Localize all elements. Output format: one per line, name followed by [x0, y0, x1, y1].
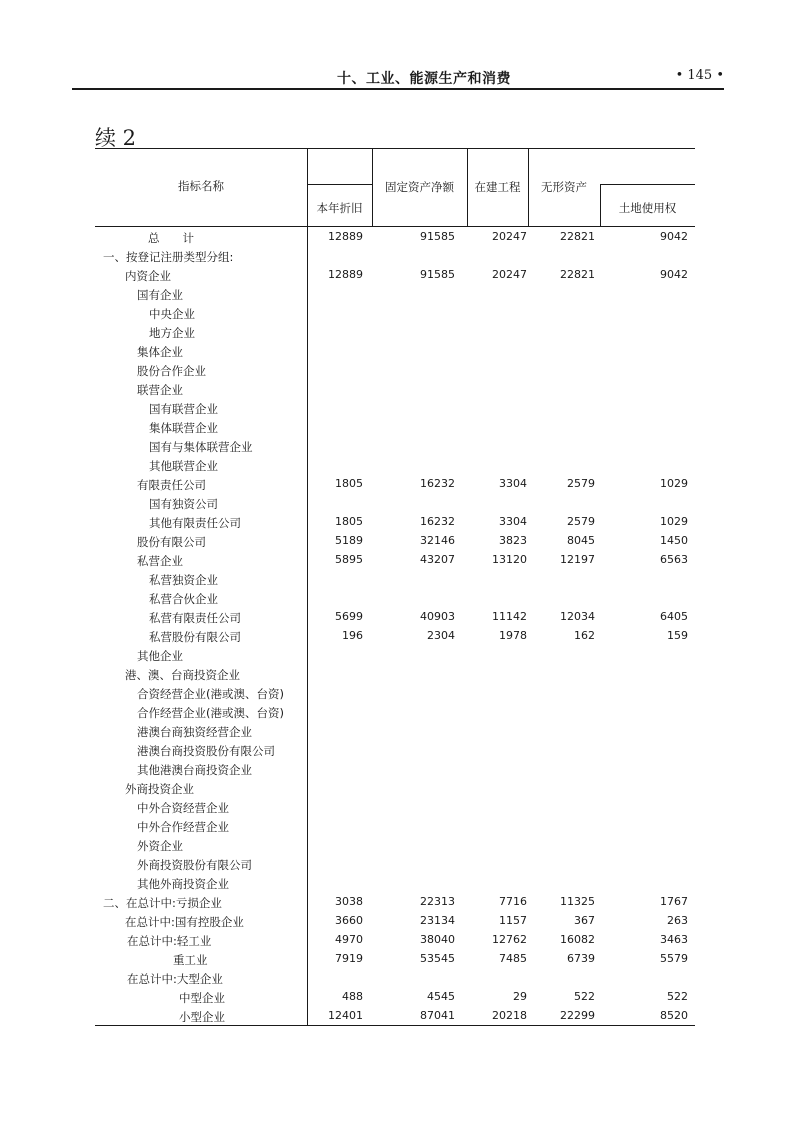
row-label: 私营有限责任公司	[149, 611, 241, 625]
table-row	[95, 627, 695, 646]
table-row	[95, 950, 695, 969]
table-row	[95, 931, 695, 950]
table-row	[95, 646, 695, 665]
value-construction: 7716	[499, 895, 527, 908]
table-row	[95, 418, 695, 437]
value-net-fixed-assets: 91585	[420, 268, 455, 281]
value-construction: 3304	[499, 477, 527, 490]
value-land-use: 3463	[660, 933, 688, 946]
row-label: 在总计中:轻工业	[127, 934, 212, 948]
value-land-use: 1029	[660, 515, 688, 528]
table-row	[95, 988, 695, 1007]
column-header-construction: 在建工程	[474, 180, 521, 194]
row-label: 国有独资公司	[149, 497, 218, 511]
section-title: 十、工业、能源生产和消费	[337, 71, 511, 87]
value-net-fixed-assets: 4545	[427, 990, 455, 1003]
column-header-depreciation: 本年折旧	[316, 201, 363, 215]
page-header	[72, 66, 724, 88]
row-label: 二、在总计中:亏损企业	[103, 896, 222, 910]
value-construction: 20247	[492, 230, 527, 243]
table-row	[95, 570, 695, 589]
row-label: 国有与集体联营企业	[149, 440, 253, 454]
value-intangible: 2579	[567, 477, 595, 490]
table-row	[95, 608, 695, 627]
header-subrule	[307, 184, 372, 185]
row-label: 港澳台商投资股份有限公司	[137, 744, 275, 758]
value-net-fixed-assets: 2304	[427, 629, 455, 642]
row-label: 地方企业	[149, 326, 195, 340]
value-net-fixed-assets: 23134	[420, 914, 455, 927]
value-land-use: 9042	[660, 268, 688, 281]
header-rule	[72, 88, 724, 90]
table-row	[95, 722, 695, 741]
table-row	[95, 380, 695, 399]
table-row	[95, 665, 695, 684]
value-depreciation: 5895	[335, 553, 363, 566]
value-net-fixed-assets: 32146	[420, 534, 455, 547]
table-row	[95, 589, 695, 608]
table-row	[95, 912, 695, 931]
row-label: 私营独资企业	[149, 573, 218, 587]
row-label: 小型企业	[179, 1010, 225, 1024]
value-depreciation: 12889	[328, 230, 363, 243]
row-label: 一、按登记注册类型分组:	[103, 250, 234, 264]
value-depreciation: 12401	[328, 1009, 363, 1022]
column-header-indicator: 指标名称	[178, 179, 224, 193]
row-label: 集体企业	[137, 345, 183, 359]
value-net-fixed-assets: 16232	[420, 477, 455, 490]
table-row	[95, 703, 695, 722]
table-row	[95, 285, 695, 304]
table-row	[95, 513, 695, 532]
column-header-net-fixed-assets: 固定资产净额	[385, 180, 454, 194]
value-land-use: 1767	[660, 895, 688, 908]
table-body	[95, 228, 695, 1026]
row-label: 其他有限责任公司	[149, 516, 241, 530]
row-label: 股份有限公司	[137, 535, 206, 549]
row-label: 股份合作企业	[137, 364, 206, 378]
value-land-use: 263	[667, 914, 688, 927]
row-label: 国有联营企业	[149, 402, 218, 416]
value-depreciation: 4970	[335, 933, 363, 946]
value-intangible: 22299	[560, 1009, 595, 1022]
table-row	[95, 551, 695, 570]
value-land-use: 8520	[660, 1009, 688, 1022]
value-intangible: 522	[574, 990, 595, 1003]
value-intangible: 162	[574, 629, 595, 642]
row-label: 集体联营企业	[149, 421, 218, 435]
value-intangible: 16082	[560, 933, 595, 946]
table-row	[95, 836, 695, 855]
row-label: 国有企业	[137, 288, 183, 302]
value-depreciation: 5189	[335, 534, 363, 547]
table-row	[95, 874, 695, 893]
value-net-fixed-assets: 38040	[420, 933, 455, 946]
value-construction: 20247	[492, 268, 527, 281]
value-net-fixed-assets: 22313	[420, 895, 455, 908]
row-label: 私营企业	[137, 554, 183, 568]
value-land-use: 6405	[660, 610, 688, 623]
table-row	[95, 475, 695, 494]
page-number: • 145 •	[675, 68, 724, 83]
value-land-use: 1029	[660, 477, 688, 490]
row-label: 港、澳、台商投资企业	[125, 668, 240, 682]
value-depreciation: 3038	[335, 895, 363, 908]
value-construction: 1978	[499, 629, 527, 642]
table-row	[95, 969, 695, 988]
value-net-fixed-assets: 43207	[420, 553, 455, 566]
row-label: 在总计中:大型企业	[127, 972, 223, 986]
value-depreciation: 196	[342, 629, 363, 642]
row-label: 外商投资企业	[125, 782, 194, 796]
row-label: 中型企业	[179, 991, 225, 1005]
table-row	[95, 456, 695, 475]
row-label: 其他联营企业	[149, 459, 218, 473]
table-row	[95, 532, 695, 551]
row-label: 合作经营企业(港或澳、台资)	[137, 706, 284, 720]
table-row	[95, 741, 695, 760]
value-depreciation: 488	[342, 990, 363, 1003]
table-row	[95, 817, 695, 836]
table-row	[95, 342, 695, 361]
table-row	[95, 399, 695, 418]
value-depreciation: 1805	[335, 515, 363, 528]
row-label: 有限责任公司	[137, 478, 206, 492]
row-label: 中央企业	[149, 307, 195, 321]
row-label: 合资经营企业(港或澳、台资)	[137, 687, 284, 701]
row-label: 重工业	[173, 953, 208, 967]
row-label: 联营企业	[137, 383, 183, 397]
row-label: 其他外商投资企业	[137, 877, 229, 891]
value-intangible: 22821	[560, 230, 595, 243]
table-row	[95, 684, 695, 703]
table-row	[95, 779, 695, 798]
table-row	[95, 1007, 695, 1026]
value-construction: 3823	[499, 534, 527, 547]
header-subrule	[600, 184, 695, 185]
value-construction: 29	[513, 990, 527, 1003]
row-label: 私营合伙企业	[149, 592, 218, 606]
value-net-fixed-assets: 53545	[420, 952, 455, 965]
table-row	[95, 893, 695, 912]
table-row	[95, 247, 695, 266]
value-land-use: 6563	[660, 553, 688, 566]
value-intangible: 11325	[560, 895, 595, 908]
value-intangible: 2579	[567, 515, 595, 528]
table-row	[95, 266, 695, 285]
row-label: 内资企业	[125, 269, 171, 283]
value-net-fixed-assets: 40903	[420, 610, 455, 623]
value-land-use: 522	[667, 990, 688, 1003]
value-construction: 3304	[499, 515, 527, 528]
data-table	[95, 148, 695, 1026]
value-intangible: 367	[574, 914, 595, 927]
table-row	[95, 228, 695, 247]
table-row	[95, 798, 695, 817]
row-label: 外商投资股份有限公司	[137, 858, 252, 872]
value-net-fixed-assets: 91585	[420, 230, 455, 243]
row-label: 其他港澳台商投资企业	[137, 763, 252, 777]
table-row	[95, 494, 695, 513]
value-construction: 11142	[492, 610, 527, 623]
value-intangible: 8045	[567, 534, 595, 547]
value-construction: 20218	[492, 1009, 527, 1022]
table-row	[95, 760, 695, 779]
value-land-use: 9042	[660, 230, 688, 243]
value-depreciation: 7919	[335, 952, 363, 965]
value-intangible: 6739	[567, 952, 595, 965]
column-header-intangible-assets: 无形资产	[541, 180, 587, 194]
value-land-use: 159	[667, 629, 688, 642]
value-construction: 1157	[499, 914, 527, 927]
table-row	[95, 323, 695, 342]
value-net-fixed-assets: 87041	[420, 1009, 455, 1022]
value-land-use: 1450	[660, 534, 688, 547]
column-header-land-use-rights: 土地使用权	[618, 201, 677, 215]
value-construction: 12762	[492, 933, 527, 946]
value-intangible: 12034	[560, 610, 595, 623]
table-row	[95, 437, 695, 456]
row-label: 外资企业	[137, 839, 183, 853]
continued-label: 续 2	[95, 126, 137, 150]
value-intangible: 22821	[560, 268, 595, 281]
value-intangible: 12197	[560, 553, 595, 566]
row-label: 中外合资经营企业	[137, 801, 229, 815]
row-label: 私营股份有限公司	[149, 630, 241, 644]
row-label: 在总计中:国有控股企业	[125, 915, 244, 929]
value-depreciation: 1805	[335, 477, 363, 490]
row-label: 其他企业	[137, 649, 183, 663]
row-label: 港澳台商独资经营企业	[137, 725, 252, 739]
table-row	[95, 304, 695, 323]
value-construction: 13120	[492, 553, 527, 566]
value-construction: 7485	[499, 952, 527, 965]
table-top-rule	[95, 148, 695, 149]
row-label: 中外合作经营企业	[137, 820, 229, 834]
value-depreciation: 12889	[328, 268, 363, 281]
table-row	[95, 855, 695, 874]
row-label: 总 计	[148, 231, 194, 245]
table-header-rule	[95, 226, 695, 227]
value-land-use: 5579	[660, 952, 688, 965]
value-depreciation: 3660	[335, 914, 363, 927]
value-net-fixed-assets: 16232	[420, 515, 455, 528]
value-depreciation: 5699	[335, 610, 363, 623]
table-row	[95, 361, 695, 380]
